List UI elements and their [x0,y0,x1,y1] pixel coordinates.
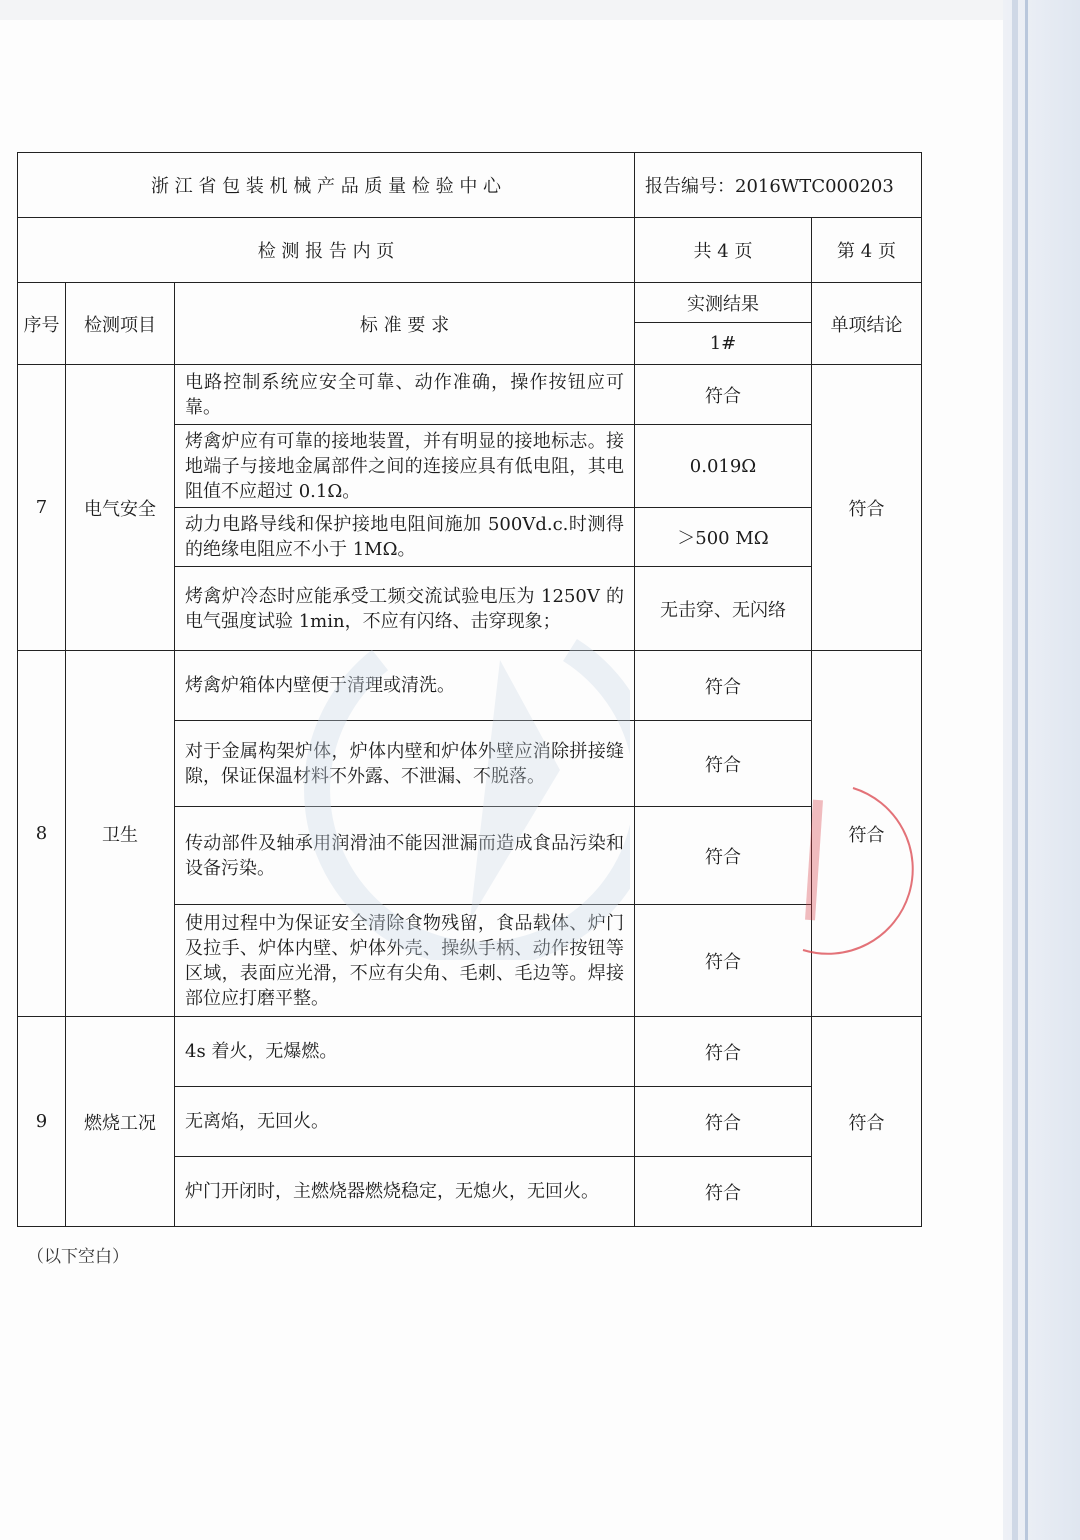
row-9-result-1: 符合 [635,1017,812,1087]
row-9-req-1: 4s 着火，无爆燃。 [175,1017,635,1087]
row-8-result-3: 符合 [635,807,812,905]
col-header-sample: 1# [635,323,812,365]
row-9-conclusion: 符合 [812,1017,922,1227]
col-header-conclusion: 单项结论 [812,283,922,365]
row-8-req-4: 使用过程中为保证安全清除食物残留，食品载体、炉门及拉手、炉体内壁、炉体外壳、操纵手柄、动作按钮等区域，表面应光滑，不应有尖角、毛刺、毛边等。焊接部位应打磨平整。 [175,905,635,1017]
row-8-result-4: 符合 [635,905,812,1017]
row-9-result-2: 符合 [635,1087,812,1157]
blank-below-note: （以下空白） [27,1247,129,1267]
report-number-cell [635,153,922,218]
row-9-req-2: 无离焰，无回火。 [175,1087,635,1157]
row-7-req-3: 动力电路导线和保护接地电阻间施加 500Vd.c.时测得的绝缘电阻应不小于 1MΩ。 [175,508,635,567]
report-table [17,152,922,1227]
binder-edge-line [1012,0,1018,1540]
row-9-result-3: 符合 [635,1157,812,1227]
row-8-req-1: 烤禽炉箱体内壁便于清理或清洗。 [175,651,635,721]
report-number-label: 报告编号： [645,176,735,197]
row-8-seq: 8 [18,651,66,1017]
total-pages: 共 4 页 [635,218,812,283]
col-header-standard: 标 准 要 求 [175,283,635,365]
page-type-title: 检 测 报 告 内 页 [18,218,635,283]
org-name: 浙 江 省 包 装 机 械 产 品 质 量 检 验 中 心 [18,153,635,218]
row-8-req-2: 对于金属构架炉体，炉体内壁和炉体外壁应消除拼接缝隙，保证保温材料不外露、不泄漏、不脱落。 [175,721,635,807]
row-7-req-2: 烤禽炉应有可靠的接地装置，并有明显的接地标志。接地端子与接地金属部件之间的连接应具有低电阻，其电阻值不应超过 0.1Ω。 [175,425,635,508]
row-8-result-1: 符合 [635,651,812,721]
row-7-conclusion: 符合 [812,365,922,651]
row-7-result-4: 无击穿、无闪络 [635,567,812,651]
row-7-req-4: 烤禽炉冷态时应能承受工频交流试验电压为 1250V 的电气强度试验 1min，不应有闪络、击穿现象； [175,567,635,651]
row-8-req-3: 传动部件及轴承用润滑油不能因泄漏而造成食品污染和设备污染。 [175,807,635,905]
row-8-result-2: 符合 [635,721,812,807]
row-7-item: 电气安全 [66,365,175,651]
row-9-req-3: 炉门开闭时，主燃烧器燃烧稳定，无熄火，无回火。 [175,1157,635,1227]
row-7-result-2: 0.019Ω [635,425,812,508]
row-7-result-3: ＞500 MΩ [635,508,812,567]
row-8-conclusion: 符合 [812,651,922,1017]
col-header-result: 实测结果 [635,283,812,323]
binder-edge-line-inner [1025,0,1028,1540]
col-header-seq: 序号 [18,283,66,365]
row-7-seq: 7 [18,365,66,651]
row-8-item: 卫生 [66,651,175,1017]
row-7-req-1: 电路控制系统应安全可靠、动作准确，操作按钮应可靠。 [175,365,635,425]
col-header-item: 检测项目 [66,283,175,365]
row-9-seq: 9 [18,1017,66,1227]
row-7-result-1: 符合 [635,365,812,425]
current-page: 第 4 页 [812,218,922,283]
row-9-item: 燃烧工况 [66,1017,175,1227]
report-number: 2016WTC000203 [735,176,894,197]
